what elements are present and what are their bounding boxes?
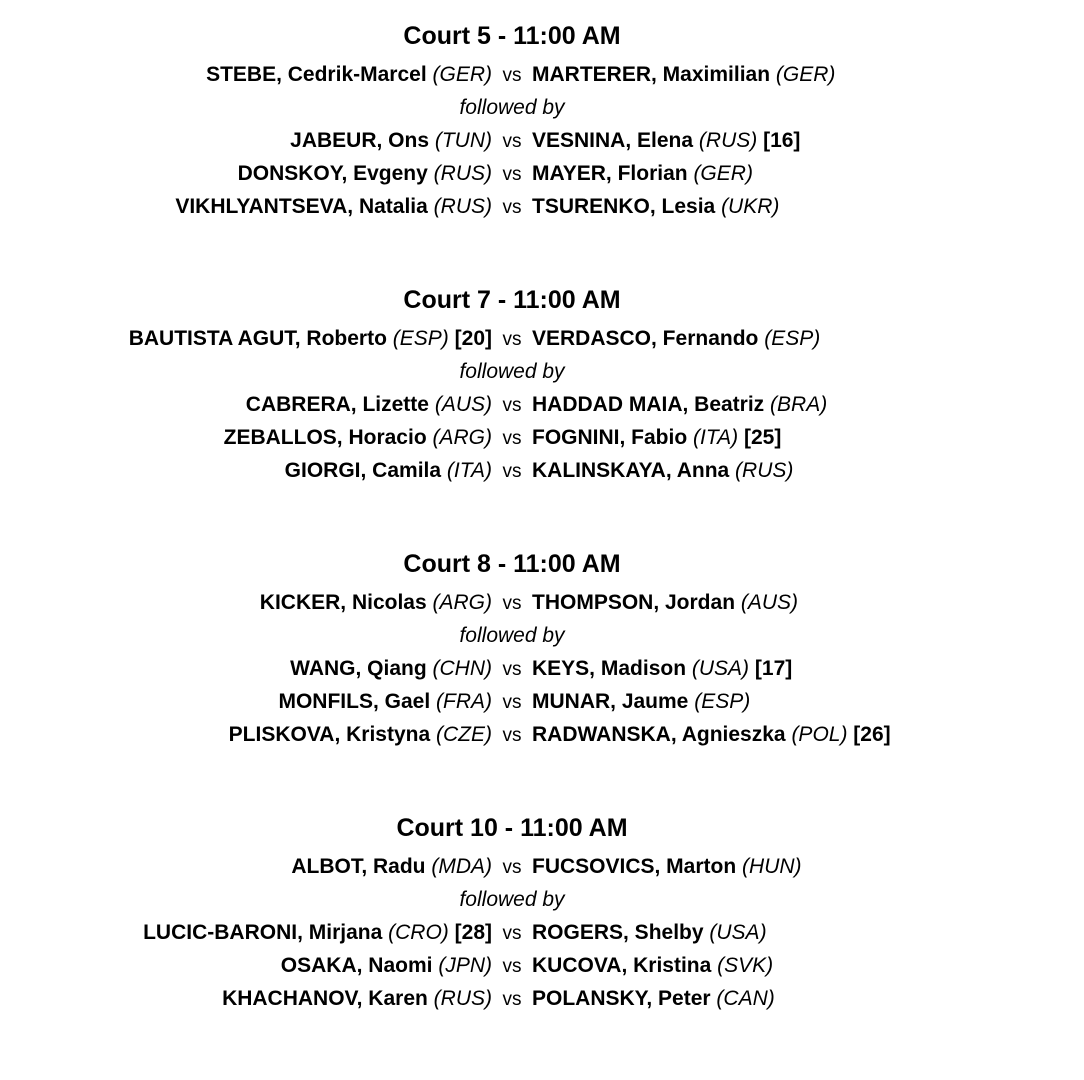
vs-label: vs (502, 428, 522, 449)
player-2 (532, 982, 1024, 1015)
match-row (0, 916, 1024, 949)
player-country: (ARG) (432, 426, 492, 449)
player-2 (532, 322, 1024, 355)
match-row (0, 850, 1024, 883)
player-name: ROGERS, Shelby (532, 921, 704, 944)
player-country: (HUN) (742, 855, 802, 878)
player-name: JABEUR, Ons (290, 129, 429, 152)
player-country: (ITA) (446, 459, 492, 482)
vs-label: vs (502, 131, 522, 152)
player-2 (532, 388, 1024, 421)
match-list (0, 322, 1024, 487)
player-2 (532, 586, 1024, 619)
player-country: (ESP) (392, 327, 449, 350)
match-row (0, 388, 1024, 421)
player-name: TSURENKO, Lesia (532, 195, 716, 218)
player-name: LUCIC-BARONI, Mirjana (143, 921, 383, 944)
player-1 (0, 718, 492, 751)
player-country: (ESP) (694, 690, 751, 713)
player-2 (532, 58, 1024, 91)
player-name: OSAKA, Naomi (280, 954, 433, 977)
player-name: FOGNINI, Fabio (532, 426, 688, 449)
player-name: KICKER, Nicolas (259, 591, 427, 614)
player-country: (AUS) (740, 591, 799, 614)
player-name: CABRERA, Lizette (245, 393, 429, 416)
player-country: (CAN) (716, 987, 775, 1010)
player-2 (532, 685, 1024, 718)
match-row (0, 190, 1024, 223)
player-2 (532, 652, 1024, 685)
court-header: Court 5 - 11:00 AM (403, 22, 621, 50)
player-seed: [28] (454, 921, 492, 944)
player-name: MAYER, Florian (532, 162, 688, 185)
vs-label: vs (502, 461, 522, 482)
player-name: MONFILS, Gael (278, 690, 431, 713)
player-country: (USA) (709, 921, 767, 944)
vs-label: vs (502, 857, 522, 878)
player-1 (0, 190, 492, 223)
player-name: ZEBALLOS, Horacio (223, 426, 427, 449)
player-name: STEBE, Cedrik-Marcel (206, 63, 427, 86)
match-row (0, 322, 1024, 355)
match-row (0, 685, 1024, 718)
player-name: VIKHLYANTSEVA, Natalia (175, 195, 428, 218)
player-country: (FRA) (436, 690, 492, 713)
match-list (0, 586, 1024, 751)
player-country: (MDA) (431, 855, 492, 878)
player-name: VESNINA, Elena (532, 129, 694, 152)
player-country: (TUN) (434, 129, 492, 152)
followed-by-label: followed by (459, 624, 565, 647)
court-header: Court 10 - 11:00 AM (396, 814, 628, 842)
player-country: (RUS) (735, 459, 794, 482)
player-1 (0, 454, 492, 487)
player-2 (532, 718, 1024, 751)
player-country: (GER) (775, 63, 836, 86)
player-2 (532, 850, 1024, 883)
player-country: (ITA) (693, 426, 739, 449)
player-name: KEYS, Madison (532, 657, 687, 680)
player-name: MUNAR, Jaume (532, 690, 689, 713)
player-seed: [17] (754, 657, 793, 680)
player-seed: [16] (763, 129, 801, 152)
player-1 (0, 850, 492, 883)
court-section (0, 544, 1024, 751)
vs-label: vs (502, 725, 522, 746)
player-seed: [20] (454, 327, 492, 350)
player-name: GIORGI, Camila (284, 459, 442, 482)
player-1 (0, 421, 492, 454)
player-2 (532, 190, 1024, 223)
vs-label: vs (502, 989, 522, 1010)
followed-by-label: followed by (459, 360, 565, 383)
match-row (0, 586, 1024, 619)
player-country: (AUS) (434, 393, 492, 416)
player-country: (BRA) (770, 393, 828, 416)
player-1 (0, 322, 492, 355)
player-country: (ARG) (432, 591, 492, 614)
player-country: (RUS) (433, 987, 492, 1010)
player-name: VERDASCO, Fernando (532, 327, 759, 350)
player-name: POLANSKY, Peter (532, 987, 711, 1010)
player-1 (0, 586, 492, 619)
player-country: (POL) (791, 723, 848, 746)
vs-label: vs (502, 692, 522, 713)
court-section (0, 280, 1024, 487)
match-row (0, 718, 1024, 751)
match-list (0, 58, 1024, 223)
vs-label: vs (502, 923, 522, 944)
player-name: KUCOVA, Kristina (532, 954, 712, 977)
player-2 (532, 124, 1024, 157)
player-1 (0, 982, 492, 1015)
player-name: DONSKOY, Evgeny (237, 162, 428, 185)
player-1 (0, 157, 492, 190)
vs-label: vs (502, 956, 522, 977)
player-name: THOMPSON, Jordan (532, 591, 736, 614)
player-name: HADDAD MAIA, Beatriz (532, 393, 765, 416)
followed-by-label: followed by (459, 888, 565, 911)
match-row (0, 982, 1024, 1015)
followed-by-label: followed by (459, 96, 565, 119)
player-2 (532, 916, 1024, 949)
player-name: MARTERER, Maximilian (532, 63, 771, 86)
player-country: (USA) (691, 657, 750, 680)
player-country: (GER) (693, 162, 753, 185)
vs-label: vs (502, 197, 522, 218)
match-row (0, 454, 1024, 487)
player-country: (GER) (432, 63, 492, 86)
player-country: (UKR) (721, 195, 780, 218)
player-name: KALINSKAYA, Anna (532, 459, 730, 482)
vs-label: vs (502, 593, 522, 614)
player-1 (0, 949, 492, 982)
player-1 (0, 124, 492, 157)
player-1 (0, 652, 492, 685)
court-header: Court 7 - 11:00 AM (403, 286, 621, 314)
player-country: (RUS) (698, 129, 758, 152)
court-section (0, 808, 1024, 1015)
player-country: (RUS) (433, 195, 492, 218)
match-row (0, 124, 1024, 157)
player-name: BAUTISTA AGUT, Roberto (128, 327, 387, 350)
player-country: (JPN) (438, 954, 492, 977)
vs-label: vs (502, 659, 522, 680)
player-country: (CZE) (436, 723, 492, 746)
player-2 (532, 949, 1024, 982)
player-name: KHACHANOV, Karen (222, 987, 428, 1010)
court-header: Court 8 - 11:00 AM (403, 550, 621, 578)
player-country: (CRO) (388, 921, 449, 944)
player-1 (0, 916, 492, 949)
player-name: FUCSOVICS, Marton (532, 855, 737, 878)
player-1 (0, 388, 492, 421)
vs-label: vs (502, 329, 522, 350)
match-list (0, 850, 1024, 1015)
vs-label: vs (502, 395, 522, 416)
player-country: (ESP) (764, 327, 821, 350)
player-1 (0, 685, 492, 718)
player-country: (CHN) (432, 657, 492, 680)
player-name: RADWANSKA, Agnieszka (532, 723, 786, 746)
player-1 (0, 58, 492, 91)
player-seed: [26] (853, 723, 891, 746)
match-row (0, 421, 1024, 454)
player-2 (532, 421, 1024, 454)
player-country: (RUS) (433, 162, 492, 185)
vs-label: vs (502, 65, 522, 86)
match-row (0, 652, 1024, 685)
match-row (0, 58, 1024, 91)
player-2 (532, 157, 1024, 190)
player-2 (532, 454, 1024, 487)
player-seed: [25] (743, 426, 782, 449)
player-name: ALBOT, Radu (291, 855, 426, 878)
player-name: WANG, Qiang (290, 657, 427, 680)
match-row (0, 157, 1024, 190)
match-row (0, 949, 1024, 982)
player-name: PLISKOVA, Kristyna (228, 723, 431, 746)
court-section (0, 16, 1024, 223)
vs-label: vs (502, 164, 522, 185)
player-country: (SVK) (717, 954, 774, 977)
